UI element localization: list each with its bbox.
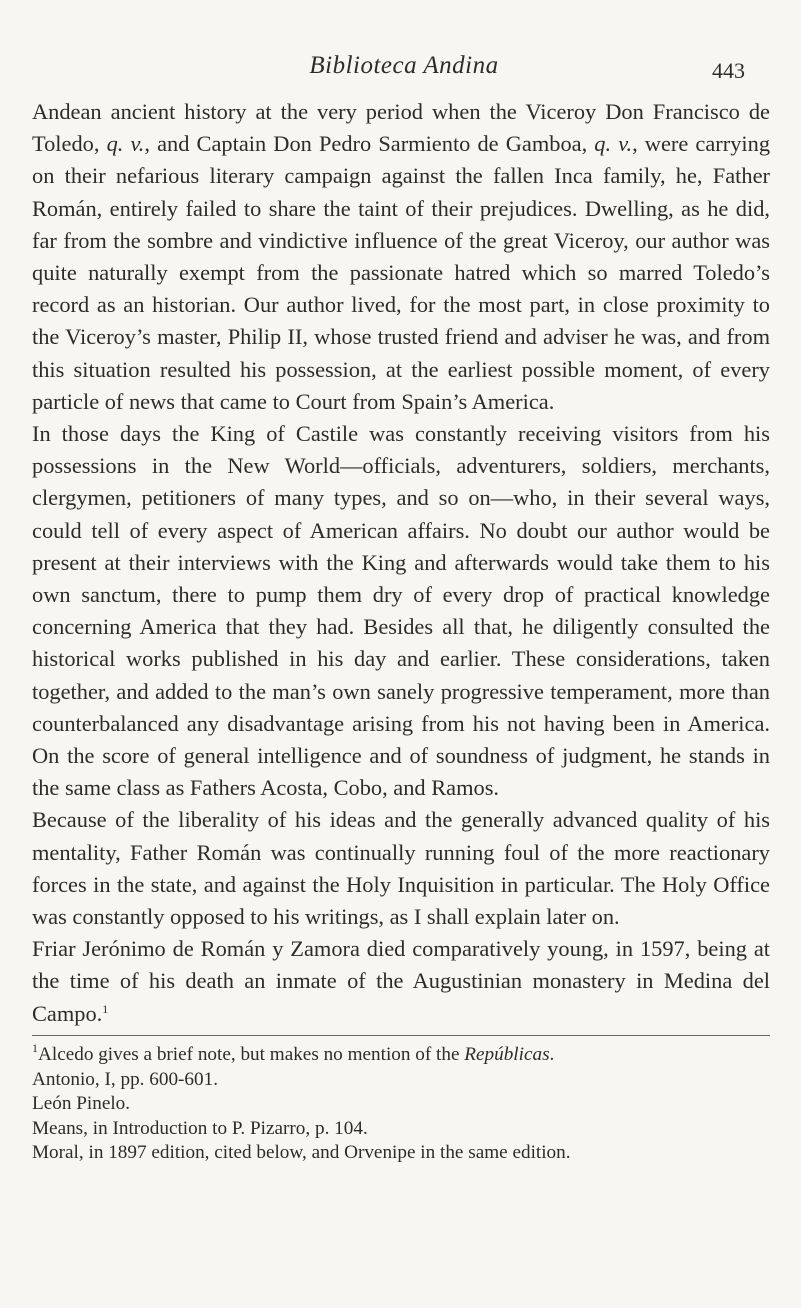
footnote-line: Means, in Introduction to P. Pizarro, p. 104. [32,1117,368,1139]
paragraph-4 [32,933,770,1030]
footnote-rule [32,1035,770,1036]
paragraph-1-text: , and Captain Don Pedro Sarmiento de Gamboa, [144,131,595,157]
paragraph-1-text: , were carrying on their nefarious literary campaign against the fallen Inca family, he, Father Román, entirely failed to share the taint of their prejudices. Dwelling, as he did, far from the sombre and vindictive influence of the great Viceroy, our author was quite naturally exempt from the passionate hatred which so marred Toledo’s record as an historian. Our author lived, for the most part, in close proximity to the Viceroy’s master, Philip II, whose trusted friend and adviser he was, and from this situation resulted his possession, at the earliest possible moment, of every particle of news that came to Court from Spain’s America. [32,131,771,414]
qv-abbreviation: q. v. [106,131,145,157]
footnote-line: Antonio, I, pp. 600-601. [32,1068,219,1090]
footnotes [32,1043,772,1166]
qv-abbreviation: q. v. [594,131,633,157]
paragraph-1 [32,96,770,418]
paragraph-1-text: Andean ancient history at the very period when the Viceroy Don Francisco de Toledo, [32,99,770,157]
footnote-text: . [549,1044,555,1065]
footnote-text: Alcedo gives a brief note, but makes no mention of the [38,1044,465,1065]
running-title: Biblioteca Andina [309,52,499,79]
footnote-line: Moral, in 1897 edition, cited below, and Orvenipe in the same edition. [32,1142,571,1164]
running-head [0,52,801,92]
footnote-line [32,1043,772,1068]
paragraph-2: In those days the King of Castile was constantly receiving visitors from his possessions in the New World—officials, adventurers, soldiers, merchants, clergymen, petitioners of many types, and so on—who, in their several ways, could tell of every aspect of American affairs. No doubt our author would be present at their interviews with the King and afterwards would take them to his own sanctum, there to pump them dry of every drop of practical knowledge concerning America that they had. Besides all that, he diligently consulted the historical works published in his day and earlier. These considerations, taken together, and added to the man’s own sanely progressive temperament, more than counterbalanced any disadvantage arising from his not having been in America. On the score of general intelligence and of soundness of judgment, he stands in the same class as Fathers Acosta, Cobo, and Ramos. [32,421,770,801]
footnote-title: Repúblicas [464,1044,550,1065]
paragraph-4-text: Friar Jerónimo de Román y Zamora died comparatively young, in 1597, being at the time of his death an inmate of the Augustinian monastery in Medina del Campo. [32,936,770,1026]
paragraph-3: Because of the liberality of his ideas and the generally advanced quality of his mentality, Father Román was continually running foul of the more reactionary forces in the state, and against the Holy Inquisition in particular. The Holy Office was constantly opposed to his writings, as I shall explain later on. [32,807,770,930]
footnote-line: León Pinelo. [32,1093,131,1115]
body-text [32,96,770,1030]
page-number: 443 [712,58,745,83]
footnote-marker: 1 [32,1041,38,1055]
footnote-reference: 1 [102,1001,109,1016]
